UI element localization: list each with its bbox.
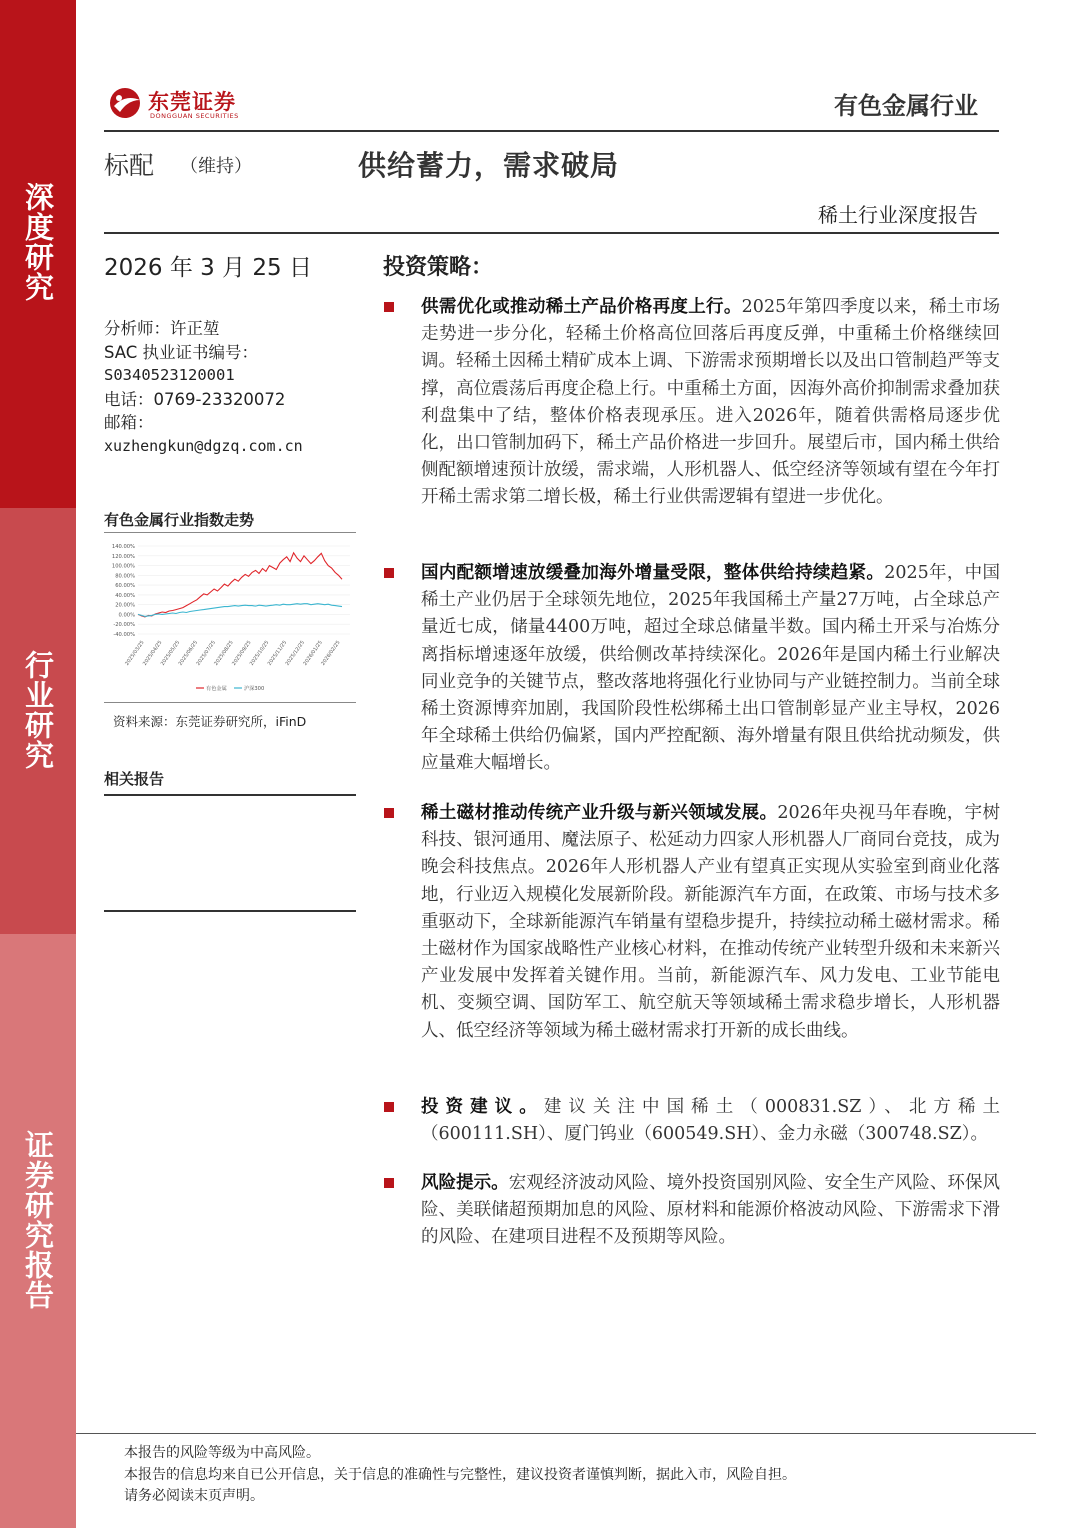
strategy-bullet: [384, 1094, 1000, 1148]
sidebar-segment-deep-research: [0, 0, 76, 508]
sidebar-segment-industry-research: [0, 508, 76, 934]
strategy-bullet: [384, 294, 1000, 512]
related-reports-title: 相关报告: [104, 770, 165, 788]
chart-bottom-rule: [104, 702, 356, 703]
strategy-bullet: [384, 1170, 1000, 1252]
y-tick-label: 20.00%: [115, 602, 135, 609]
bullet-heading: 国内配额增速放缓叠加海外增量受限，整体供给持续趋紧。: [421, 563, 885, 583]
bullet-body: 建议关注中国稀土（000831.SZ）、北方稀土（600111.SH）、厦门钨业（600549.SH）、金力永磁（300748.SZ）。: [421, 1097, 1001, 1145]
report-type: 稀土行业深度报告: [818, 203, 978, 227]
email-label: 邮箱：: [104, 413, 154, 432]
sidebar-label: 行业研究: [21, 650, 55, 770]
bullet-square-icon: [384, 808, 394, 818]
bullet-square-icon: [384, 568, 394, 578]
y-tick-label: 0.00%: [118, 612, 135, 619]
y-tick-label: 120.00%: [111, 553, 135, 560]
report-title: 供给蓄力，需求破局: [358, 149, 620, 182]
strategy-bullet: [384, 560, 1000, 778]
y-tick-label: 80.00%: [115, 573, 135, 580]
rating-status: （维持）: [180, 156, 252, 177]
bullet-body: 2025年，中国稀土产业仍居于全球领先地位，2025年我国稀土产量27万吨，占全球总产量近七成，储量4400万吨，超过全球总储量半数。国内稀土开采与冶炼分离指标增速逐年放缓，供给侧改革持续深化。2026年是国内稀土行业解决同业竞争的关键节点，整改落地将强化行业协同与产业链控制力。当前全球稀土资源博弈加剧，我国阶段性松绑稀土出口管制彰显产业主导权，2026年全球稀土供给仍偏紧，国内严控配额、海外增量有限且供给扰动频发，供应量难大幅增长。: [421, 563, 1000, 774]
logo-name: 东莞证券: [148, 89, 236, 114]
bullet-body: 宏观经济波动风险、境外投资国别风险、安全生产风险、环保风险、美联储超预期加息的风险、原材料和能源价格波动风险、下游需求下滑的风险、在建项目进程不及预期等风险。: [421, 1173, 1000, 1248]
header-rule: [104, 130, 999, 132]
x-tick-label: 2025/04/25: [142, 639, 164, 667]
industry-name: 有色金属行业: [834, 92, 978, 120]
analyst-email: xuzhengkun@dgzq.com.cn: [104, 436, 303, 455]
bullet-square-icon: [384, 302, 394, 312]
title-rule: [104, 232, 999, 234]
y-tick-label: 100.00%: [111, 563, 135, 570]
related-reports-top-rule: [104, 794, 356, 796]
bullet-square-icon: [384, 1178, 394, 1188]
footer-line: 本报告的风险等级为中高风险。: [124, 1445, 320, 1461]
x-tick-label: 2025/07/25: [195, 639, 217, 667]
legend-label: 有色金属: [206, 686, 227, 692]
chart-source: 资料来源：东莞证券研究所，iFinD: [113, 714, 307, 729]
bullet-heading: 稀土磁材推动传统产业升级与新兴领域发展。: [421, 803, 778, 823]
x-tick-label: 2025/08/25: [213, 639, 235, 667]
bullet-heading: 风险提示。: [421, 1173, 509, 1193]
strategy-title: 投资策略：: [383, 255, 494, 280]
legend-label: 沪深300: [244, 686, 265, 692]
x-tick-label: 2025/05/25: [159, 639, 182, 667]
sidebar-label: 证券研究报告: [21, 1130, 55, 1310]
analyst-phone: 电话：0769-23320072: [104, 389, 286, 409]
logo-mark-icon: [108, 86, 144, 120]
industry-index-chart: [104, 538, 356, 698]
analyst-name: 分析师：许正堃: [104, 319, 220, 338]
chart-top-rule: [104, 532, 356, 533]
footer-line: 请务必阅读末页声明。: [124, 1488, 264, 1504]
sidebar-segment-securities-report: [0, 934, 76, 1528]
footer-disclaimer: [124, 1443, 796, 1508]
strategy-bullet: [384, 800, 1000, 1045]
bullet-body: 2026年央视马年春晚，宇树科技、银河通用、魔法原子、松延动力四家人形机器人厂商同台竞技，成为晚会科技焦点。2026年人形机器人产业有望真正实现从实验室到商业化落地，行业迈入规模化发展新阶段。新能源汽车方面，在政策、市场与技术多重驱动下，全球新能源汽车销量有望稳步提升，持续拉动稀土磁材需求。稀土磁材作为国家战略性产业核心材料，在推动传统产业转型升级和未来新兴产业发展中发挥着关键作用。当前，新能源汽车、风力发电、工业节能电机、变频空调、国防军工、航空航天等领域稀土需求稳步增长，人形机器人、低空经济等领域为稀土磁材需求打开新的成长曲线。: [421, 803, 1000, 1041]
rating-label: 标配: [104, 151, 155, 180]
bullet-heading: 供需优化或推动稀土产品价格再度上行。: [421, 297, 742, 317]
y-tick-label: -40.00%: [113, 632, 135, 638]
x-tick-label: 2025/06/25: [177, 639, 200, 667]
x-tick-label: 2025/12/25: [284, 639, 307, 667]
sidebar-label: 深度研究: [21, 182, 55, 302]
sac-label: SAC 执业证书编号：: [104, 342, 259, 362]
x-tick-label: 2025/09/25: [231, 639, 253, 667]
analyst-info: [104, 317, 354, 458]
related-reports-bottom-rule: [104, 910, 356, 912]
bullet-body: 2025年第四季度以来，稀土市场走势进一步分化，轻稀土价格高位回落后再度反弹，中重稀土价格继续回调。轻稀土因稀土精矿成本上调、下游需求预期增长以及出口管制趋严等支撑，高位震荡后再度企稳上行。中重稀土方面，因海外高价抑制需求叠加获利盘集中了结，整体价格表现承压。进入2026年，随着供需格局逐步优化，出口管制加码下，稀土产品价格进一步回升。展望后市，国内稀土供给侧配额增速预计放缓，需求端，人形机器人、低空经济等领域有望在今年打开稀土需求第二增长极，稀土行业供需逻辑有望进一步优化。: [421, 297, 1000, 508]
bullet-heading: 投资建议。: [421, 1097, 544, 1117]
y-tick-label: 140.00%: [111, 544, 135, 550]
x-tick-label: 2025/03/25: [124, 639, 146, 667]
sac-number: S0340523120001: [104, 366, 235, 384]
report-date: 2026 年 3 月 25 日: [104, 255, 312, 281]
x-tick-label: 2025/11/25: [266, 639, 289, 667]
logo-english: DONGGUAN SECURITIES: [150, 112, 239, 120]
x-tick-label: 2026/02/25: [320, 639, 342, 667]
footer-rule: [76, 1433, 1036, 1434]
x-tick-label: 2025/10/25: [248, 639, 271, 667]
y-tick-label: 40.00%: [115, 592, 135, 599]
bullet-square-icon: [384, 1102, 394, 1112]
footer-line: 本报告的信息均来自已公开信息，关于信息的准确性与完整性，建议投资者谨慎判断，据此入市，风险自担。: [124, 1466, 796, 1483]
chart-panel-title: 有色金属行业指数走势: [104, 511, 255, 529]
x-tick-label: 2026/01/25: [302, 639, 324, 667]
company-logo: [108, 84, 248, 124]
y-tick-label: 60.00%: [115, 583, 135, 590]
y-tick-label: -20.00%: [113, 622, 135, 629]
